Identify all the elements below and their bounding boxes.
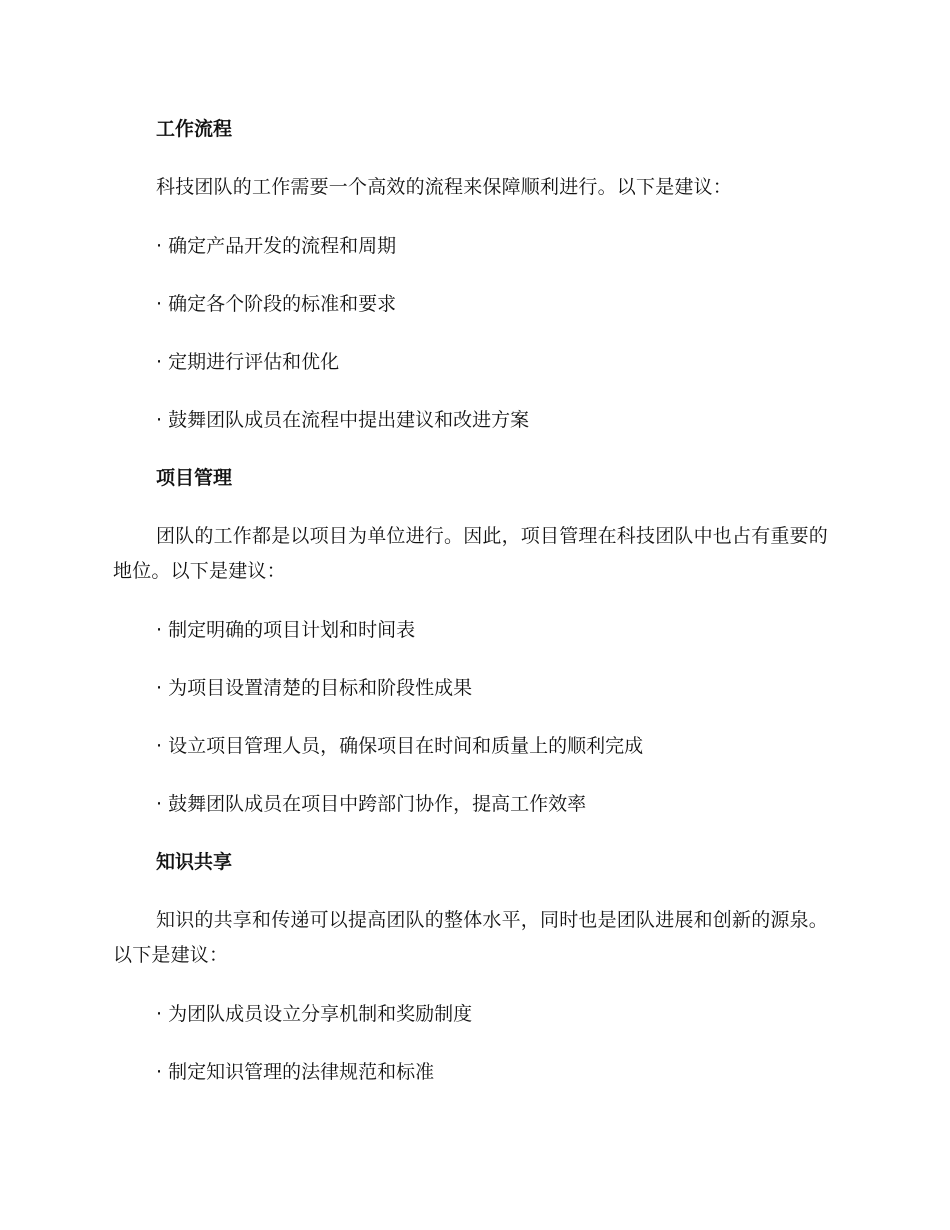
section-heading-project-management: 项目管理 <box>156 467 233 489</box>
document-body <box>113 112 833 1089</box>
list-item: · 为团队成员设立分享机制和奖励制度 <box>156 1003 473 1025</box>
section-heading-workflow: 工作流程 <box>156 118 233 140</box>
list-item: · 定期进行评估和优化 <box>156 351 340 373</box>
list-item: · 确定各个阶段的标准和要求 <box>156 293 397 315</box>
list-item: · 为项目设置清楚的目标和阶段性成果 <box>156 677 473 699</box>
list-item: · 确定产品开发的流程和周期 <box>156 235 397 257</box>
section-paragraph-knowledge-sharing: 知识的共享和传递可以提高团队的整体水平，同时也是团队进展和创新的源泉。以下是建议： <box>113 909 829 966</box>
list-item: · 鼓舞团队成员在流程中提出建议和改进方案 <box>156 409 530 431</box>
section-paragraph-project-management: 团队的工作都是以项目为单位进行。因此，项目管理在科技团队中也占有重要的地位。以下是建议： <box>113 525 829 582</box>
list-item: · 鼓舞团队成员在项目中跨部门协作，提高工作效率 <box>156 793 587 815</box>
list-item: · 制定知识管理的法律规范和标准 <box>156 1061 435 1083</box>
section-paragraph-workflow: 科技团队的工作需要一个高效的流程来保障顺利进行。以下是建议： <box>156 176 733 198</box>
list-item: · 设立项目管理人员，确保项目在时间和质量上的顺利完成 <box>156 735 644 757</box>
list-item: · 制定明确的项目计划和时间表 <box>156 619 416 641</box>
section-heading-knowledge-sharing: 知识共享 <box>156 851 233 873</box>
